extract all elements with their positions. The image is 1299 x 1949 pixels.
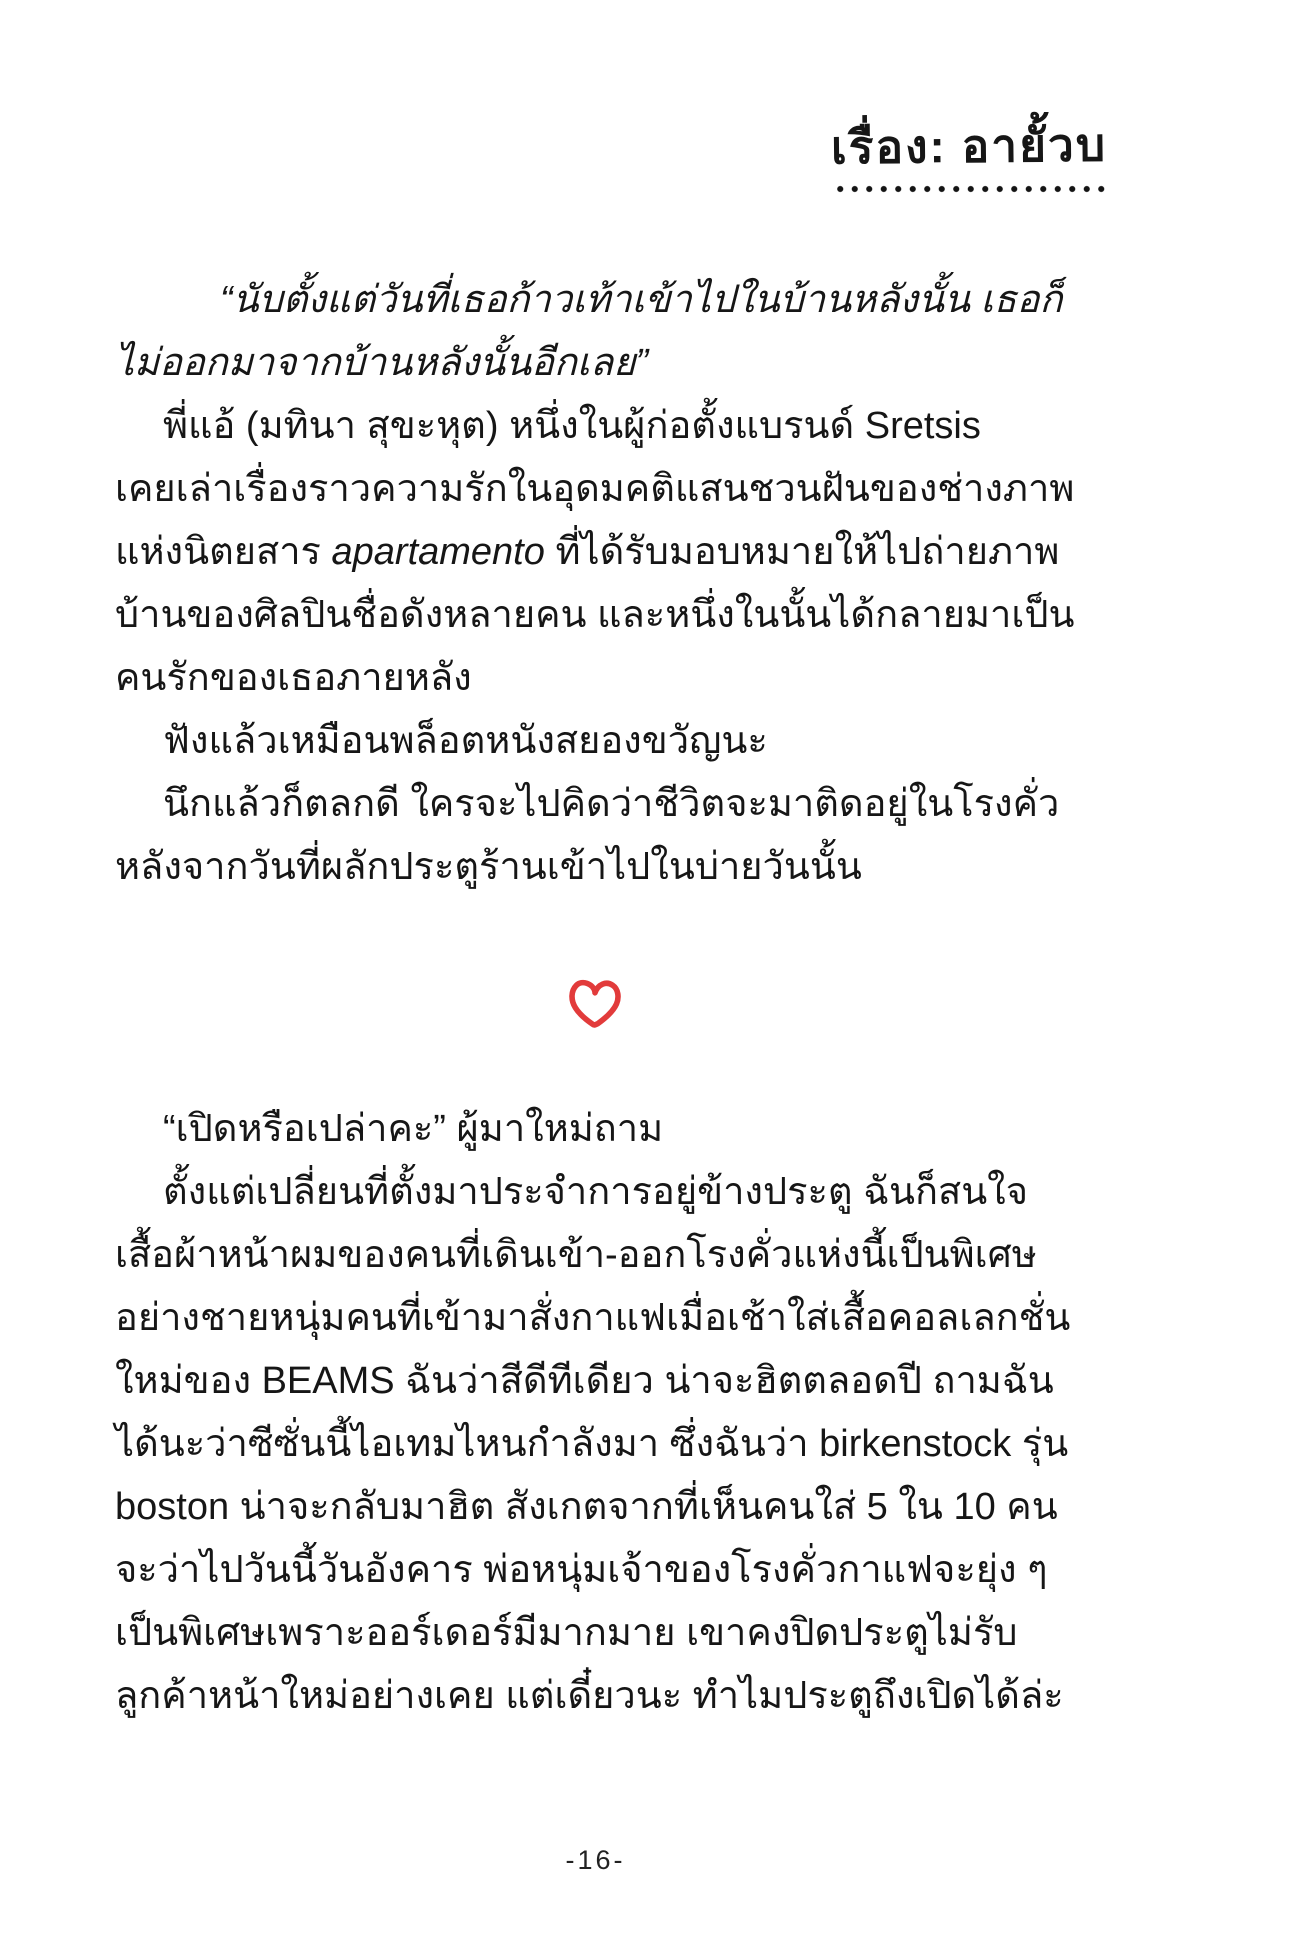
- paragraph: [115, 1161, 1190, 1728]
- page-number: -16-: [565, 1845, 626, 1875]
- text-line: เป็นพิเศษเพราะออร์เดอร์มีมากมาย เขาคงปิดประตูไม่รับ: [115, 1612, 1018, 1654]
- paragraph: [115, 395, 1190, 710]
- text-line: เคยเล่าเรื่องราวความรักในอุดมคติแสนชวนฝันของช่างภาพ: [115, 468, 1075, 510]
- text-line: ได้นะว่าซีซั่นนี้ไอเทมไหนกำลังมา ซึ่งฉันว่า birkenstock รุ่น: [115, 1423, 1069, 1465]
- text-line: จะว่าไปวันนี้วันอังคาร พ่อหนุ่มเจ้าของโรงคั่วกาแฟจะยุ่ง ๆ: [115, 1549, 1048, 1591]
- heart-icon: [567, 976, 623, 1032]
- text-line: พี่แอ้ (มทินา สุขะหุต) หนึ่งในผู้ก่อตั้งแบรนด์ Sretsis: [163, 405, 981, 447]
- text-line: นึกแล้วก็ตลกดี ใครจะไปคิดว่าชีวิตจะมาติดอยู่ในโรงคั่ว: [163, 783, 1060, 825]
- text-line: เสื้อผ้าหน้าผมของคนที่เดินเข้า-ออกโรงคั่วแห่งนี้เป็นพิเศษ: [115, 1234, 1037, 1276]
- paragraph: [115, 269, 1190, 395]
- text-line: อย่างชายหนุ่มคนที่เข้ามาสั่งกาแฟเมื่อเช้าใส่เสื้อคอลเลกชั่น: [115, 1297, 1071, 1339]
- chapter-header: [831, 118, 1107, 194]
- text-line: ไม่ออกมาจากบ้านหลังนั้นอีกเลย”: [115, 342, 649, 384]
- text-line: ใหม่ของ BEAMS ฉันว่าสีดีทีเดียว น่าจะฮิตตลอดปี ถามฉัน: [115, 1360, 1054, 1402]
- text-line: ฟังแล้วเหมือนพล็อตหนังสยองขวัญนะ: [163, 720, 768, 762]
- text-line: “เปิดหรือเปล่าคะ” ผู้มาใหม่ถาม: [163, 1108, 664, 1150]
- text-line: boston น่าจะกลับมาฮิต สังเกตจากที่เห็นคนใส่ 5 ใน 10 คน: [115, 1486, 1058, 1528]
- paragraph: [115, 1098, 1190, 1161]
- text-line: คนรักของเธอภายหลัง: [115, 657, 472, 699]
- text-line: ตั้งแต่เปลี่ยนที่ตั้งมาประจำการอยู่ข้างประตู ฉันก็สนใจ: [163, 1171, 1029, 1213]
- text-line: ลูกค้าหน้าใหม่อย่างเคย แต่เดี๋ยวนะ ทำไมประตูถึงเปิดได้ล่ะ: [115, 1675, 1064, 1717]
- paragraph: [115, 710, 1190, 773]
- page-body: [115, 269, 1190, 1728]
- text-line: บ้านของศิลปินชื่อดังหลายคน และหนึ่งในนั้นได้กลายมาเป็น: [115, 594, 1075, 636]
- text-line: “นับตั้งแต่วันที่เธอก้าวเท้าเข้าไปในบ้านหลังนั้น เธอก็: [220, 279, 1063, 321]
- text-line: แห่งนิตยสาร apartamento ที่ได้รับมอบหมายให้ไปถ่ายภาพ: [115, 531, 1060, 573]
- paragraph: [115, 773, 1190, 899]
- dotted-divider: [833, 184, 1107, 194]
- text-line: หลังจากวันที่ผลักประตูร้านเข้าไปในบ่ายวันนั้น: [115, 846, 862, 888]
- section-divider: [115, 976, 1190, 1032]
- section-1: [115, 269, 1190, 899]
- section-2: [115, 1098, 1190, 1728]
- chapter-title: เรื่อง: อายั้วบ: [830, 118, 1108, 174]
